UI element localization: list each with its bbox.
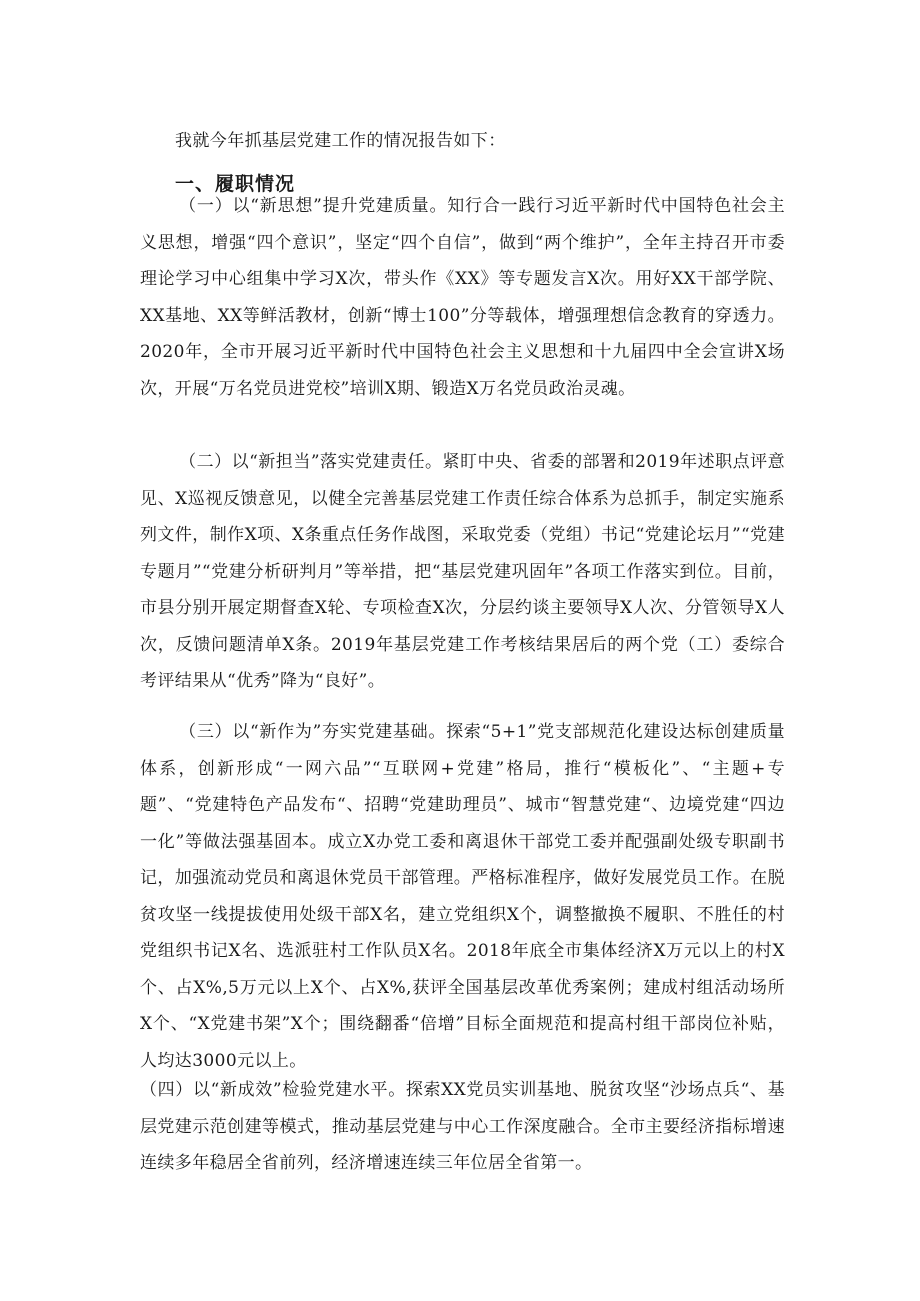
paragraph-4: （四）以“新成效”检验党建水平。探索XX党员实训基地、脱贫攻坚“沙场点兵“、基层党建示范创建等模式，推动基层党建与中心工作深度融合。全市主要经济指标增速连续多年稳居全省前列，经济增速连续三年位居全省第一。 bbox=[140, 1080, 785, 1173]
paragraph-2: （二）以“新担当”落实党建责任。紧盯中央、省委的部署和2019年述职点评意见、X巡视反馈意见，以健全完善基层党建工作责任综合体系为总抓手，制定实施系列文件，制作X项、X条重点任务作战图，采取党委（党组）书记“党建论坛月”“党建专题月”“党建分析研判月”等举措，把“基层党建巩固年”各项工作落实到位。目前，市县分别开展定期督查X轮、专项检查X次，分层约谈主要领导X人次、分管领导X人次，反馈问题清单X条。2019年基层党建工作考核结果居后的两个党（工）委综合考评结果从“优秀”降为“良好”。 bbox=[140, 452, 785, 691]
paragraph-1: （一）以“新思想”提升党建质量。知行合一践行习近平新时代中国特色社会主义思想，增强“四个意识”，坚定“四个自信”，做到“两个维护”，全年主持召开市委理论学习中心组集中学习X次，带头作《XX》等专题发言X次。用好XX干部学院、XX基地、XX等鲜活教材，创新“博士100”分等载体，增强理想信念教育的穿透力。2020年，全市开展习近平新时代中国特色社会主义思想和十九届四中全会宣讲X场次，开展“万名党员进党校”培训X期、锻造X万名党员政治灵魂。 bbox=[140, 196, 785, 399]
section-heading: 一、履职情况 bbox=[175, 173, 296, 195]
intro-paragraph: 我就今年抓基层党建工作的情况报告如下： bbox=[175, 131, 506, 151]
paragraph-3: （三）以“新作为”夯实党建基础。探索“5+1”党支部规范化建设达标创建质量体系，创新形成“一网六品”“互联网+党建”格局，推行“模板化”、“主题+专题”、“党建特色产品发布“、招聘“党建助理员”、城市“智慧党建“、边境党建“四边一化”等做法强基固本。成立X办党工委和离退休干部党工委并配强副处级专职副书记，加强流动党员和离退休党员干部管理。严格标准程序，做好发展党员工作。在脱贫攻坚一线提拔使用处级干部X名，建立党组织X个，调整撤换不履职、不胜任的村党组织书记X名、选派驻村工作队员X名。2018年底全市集体经济X万元以上的村X个、占X%,5万元以上X个、占X%,获评全国基层改革优秀案例；建成村组活动场所X个、“X党建书架”X个；围绕翻番“倍增”目标全面规范和提高村组干部岗位补贴，人均达3000元以上。 bbox=[140, 722, 785, 1071]
